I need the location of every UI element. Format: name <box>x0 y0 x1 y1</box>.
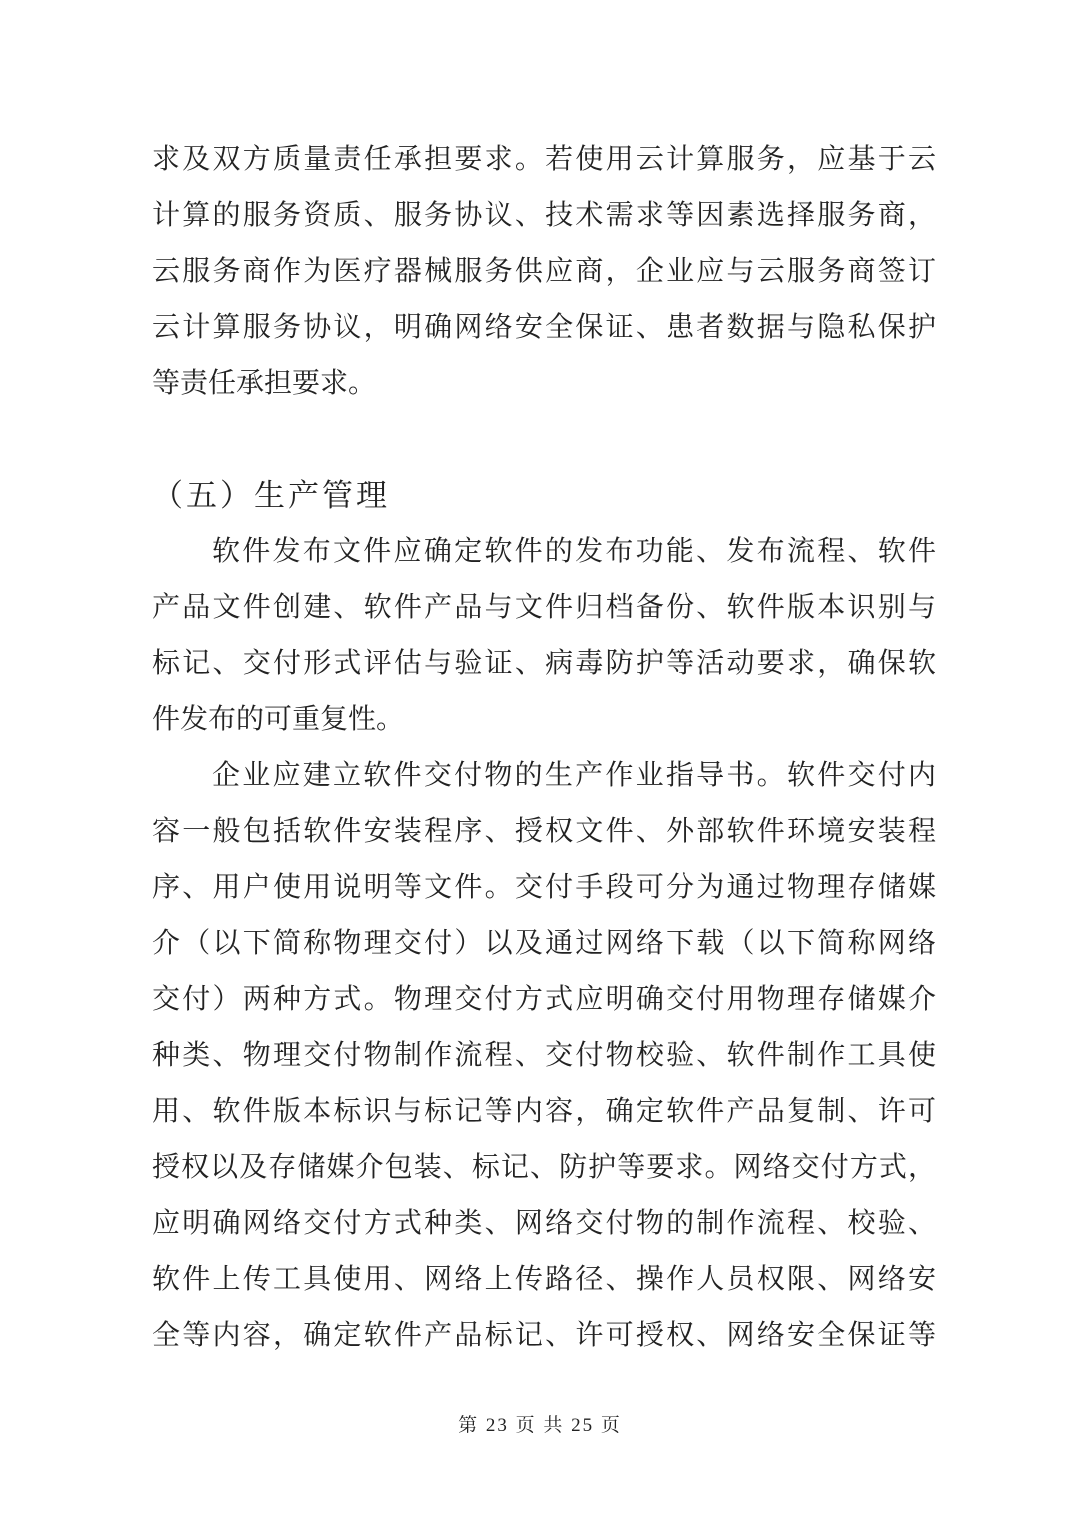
text-line: 件发布的可重复性。 <box>152 704 405 735</box>
paragraph-spacer <box>152 412 936 468</box>
text-line: 计算的服务资质、服务协议、技术需求等因素选择服务商， <box>152 200 936 231</box>
section-heading: （五）生产管理 <box>152 478 390 513</box>
text-line: 交付）两种方式。物理交付方式应明确交付用物理存储媒介 <box>152 984 936 1015</box>
text-line: 云计算服务协议，明确网络安全保证、患者数据与隐私保护 <box>152 312 936 343</box>
text-line: 求及双方质量责任承担要求。若使用云计算服务，应基于云 <box>152 144 936 175</box>
text-line: 标记、交付形式评估与验证、病毒防护等活动要求，确保软 <box>152 648 936 679</box>
text-line: 应明确网络交付方式种类、网络交付物的制作流程、校验、 <box>152 1208 936 1239</box>
text-line: 云服务商作为医疗器械服务供应商，企业应与云服务商签订 <box>152 256 936 287</box>
text-line: 软件发布文件应确定软件的发布功能、发布流程、软件 <box>212 536 936 567</box>
text-line: 企业应建立软件交付物的生产作业指导书。软件交付内 <box>212 760 936 791</box>
text-line: 介（以下简称物理交付）以及通过网络下载（以下简称网络 <box>152 928 936 959</box>
text-line: 种类、物理交付物制作流程、交付物校验、软件制作工具使 <box>152 1040 936 1071</box>
text-line: 等责任承担要求。 <box>152 368 377 399</box>
text-line: 产品文件创建、软件产品与文件归档备份、软件版本识别与 <box>152 592 936 623</box>
text-line: 容一般包括软件安装程序、授权文件、外部软件环境安装程 <box>152 816 936 847</box>
text-line: 全等内容，确定软件产品标记、许可授权、网络安全保证等 <box>152 1320 936 1351</box>
text-line: 软件上传工具使用、网络上传路径、操作人员权限、网络安 <box>152 1264 936 1295</box>
page-footer: 第 23 页 共 25 页 <box>458 1415 622 1436</box>
text-line: 序、用户使用说明等文件。交付手段可分为通过物理存储媒 <box>152 872 936 903</box>
text-line: 授权以及存储媒介包装、标记、防护等要求。网络交付方式， <box>152 1152 936 1183</box>
text-block <box>152 132 936 1364</box>
text-line: 用、软件版本标识与标记等内容，确定软件产品复制、许可 <box>152 1096 936 1127</box>
